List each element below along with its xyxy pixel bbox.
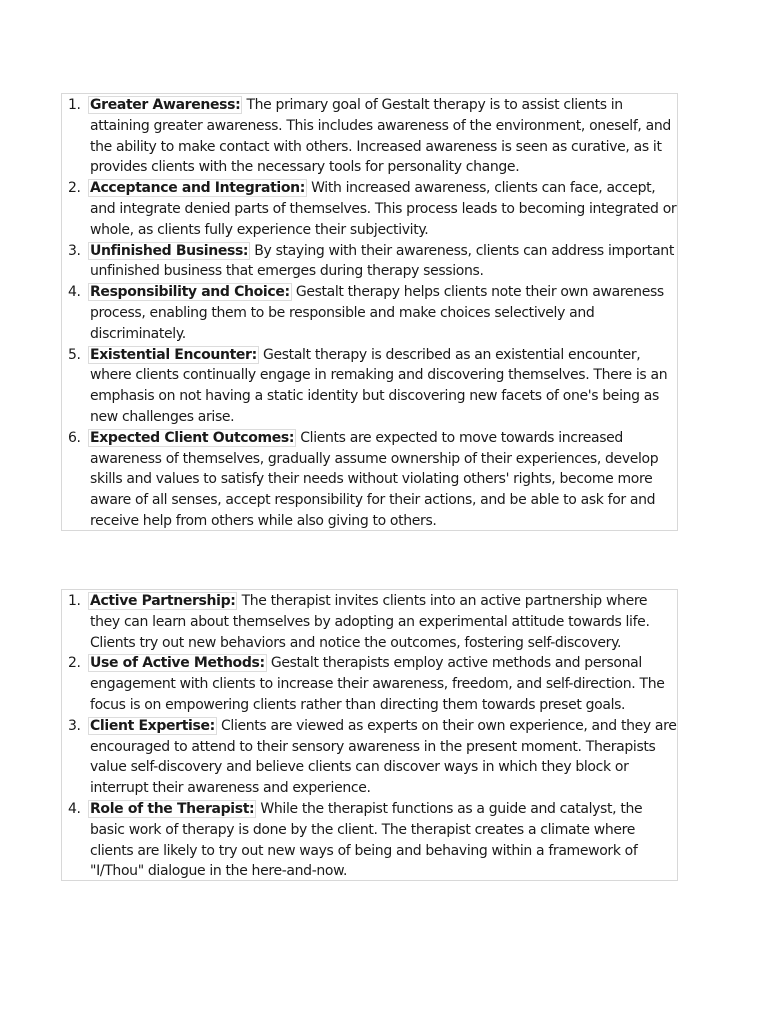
list-number: 2.	[68, 180, 81, 197]
list-item	[68, 345, 677, 428]
item-text: Clients are expected to move towards increased awareness of themselves, gradually assume ownership of their experiences, develop skills and values to satisfy their needs without violating others' rights, become more aware of all senses, accept responsibility for their actions, and be able to ask for and receive help from others while also giving to others.	[90, 429, 659, 529]
item-title: Acceptance and Integration:	[90, 180, 305, 197]
therapist-role-list	[62, 590, 677, 882]
list-item	[68, 653, 677, 715]
list-number: 6.	[68, 429, 81, 446]
list-item	[68, 799, 677, 882]
item-title: Responsibility and Choice:	[90, 284, 290, 301]
goals-list	[62, 94, 677, 532]
item-title: Unfinished Business:	[90, 242, 249, 259]
list-item	[68, 95, 677, 178]
item-text: By staying with their awareness, clients can address important unfinished business that emerges during therapy sessions.	[90, 242, 674, 280]
list-item	[68, 178, 677, 240]
therapist-role-list-box	[61, 589, 678, 881]
item-title: Client Expertise:	[90, 717, 215, 734]
item-title: Active Partnership:	[90, 593, 236, 609]
goals-list-box	[61, 93, 678, 531]
item-text: The therapist invites clients into an active partnership where they can learn about themselves by adopting an experimental attitude towards life. Clients try out new behaviors and notice the outcomes, fostering self-discovery.	[90, 593, 650, 651]
list-item	[68, 716, 677, 799]
item-text: With increased awareness, clients can face, accept, and integrate denied parts of themselves. This process leads to becoming integrated or whole, as clients fully experience their subjectivity.	[90, 180, 677, 238]
list-number: 5.	[68, 346, 81, 363]
list-number: 1.	[68, 97, 81, 113]
list-item	[68, 282, 677, 344]
item-text: The primary goal of Gestalt therapy is to assist clients in attaining greater awareness. This includes awareness of the environment, oneself, and the ability to make contact with others. Increased awareness is seen as curative, as it provides clients with the necessary tools for personality change.	[90, 97, 671, 176]
item-title: Existential Encounter:	[90, 346, 257, 363]
list-number: 1.	[68, 593, 81, 609]
item-title: Greater Awareness:	[90, 97, 241, 113]
list-number: 4.	[68, 284, 81, 301]
item-title: Use of Active Methods:	[90, 655, 265, 672]
list-number: 3.	[68, 717, 81, 734]
item-text: Gestalt therapy helps clients note their own awareness process, enabling them to be responsible and make choices selectively and discriminately.	[90, 284, 664, 342]
item-text: While the therapist functions as a guide and catalyst, the basic work of therapy is done by the client. The therapist creates a climate where clients are likely to try out new ways of being and behaving within a framework of "I/Thou" dialogue in the here-and-now.	[90, 800, 643, 880]
item-text: Clients are viewed as experts on their own experience, and they are encouraged to attend to their sensory awareness in the present moment. Therapists value self-discovery and believe clients can discover ways in which they block or interrupt their awareness and experience.	[90, 717, 677, 797]
list-item	[68, 428, 677, 532]
list-number: 2.	[68, 655, 81, 672]
list-number: 3.	[68, 242, 81, 259]
list-number: 4.	[68, 800, 81, 817]
list-item	[68, 241, 677, 283]
item-title: Role of the Therapist:	[90, 800, 255, 817]
list-item	[68, 591, 677, 653]
item-text: Gestalt therapists employ active methods and personal engagement with clients to increase their awareness, freedom, and self-direction. The focus is on empowering clients rather than directing them towards preset goals.	[90, 655, 665, 713]
item-text: Gestalt therapy is described as an existential encounter, where clients continually engage in remaking and discovering themselves. There is an emphasis on not having a static identity but discovering new facets of one's being as new challenges arise.	[90, 346, 668, 425]
item-title: Expected Client Outcomes:	[90, 429, 295, 446]
